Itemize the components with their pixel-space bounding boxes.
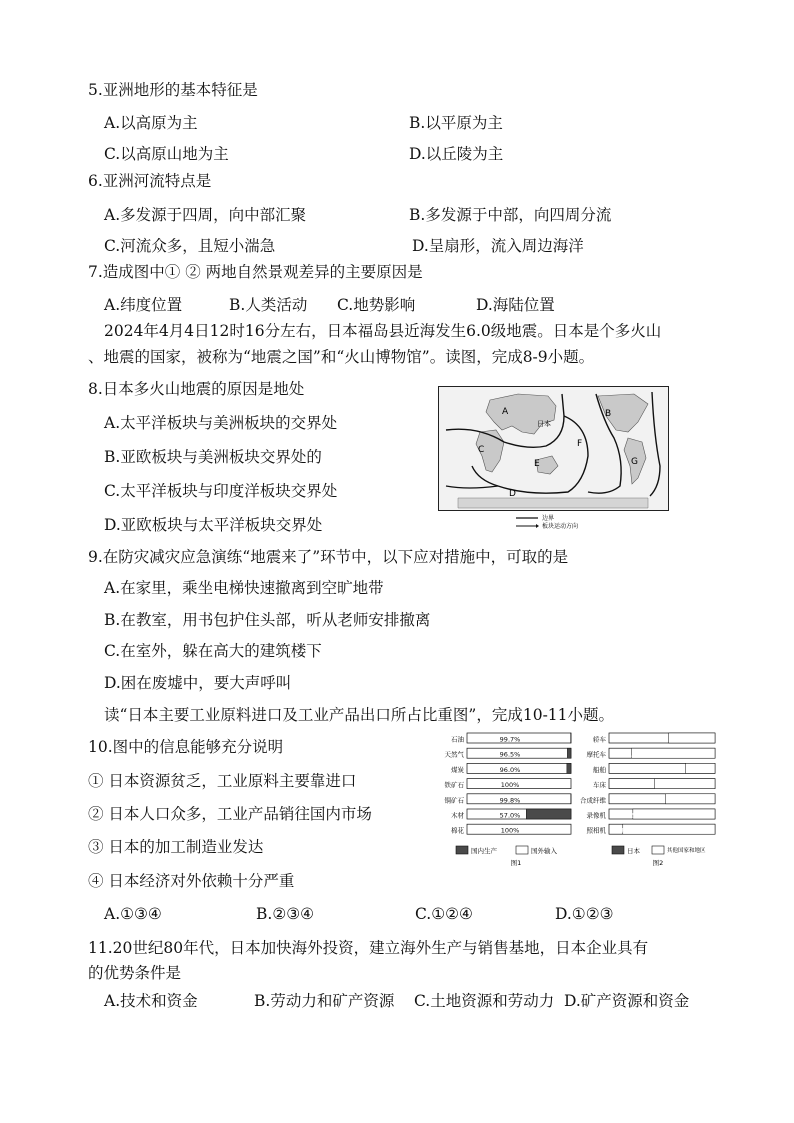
q11-option-d: D.矿产资源和资金 bbox=[564, 992, 690, 1010]
q10-option-d: D.①②③ bbox=[555, 905, 614, 923]
q9-option-c: C.在室外，躲在高大的建筑楼下 bbox=[104, 642, 322, 660]
q7-option-b: B.人类活动 bbox=[229, 296, 308, 314]
legend-boundary-label: 边界 bbox=[542, 515, 555, 522]
q8-option-c: C.太平洋板块与印度洋板块交界处 bbox=[104, 482, 338, 500]
legend-domestic-label: 国内生产 bbox=[471, 847, 497, 855]
plate-label-a: A bbox=[502, 407, 509, 417]
export-share-chart bbox=[574, 728, 720, 868]
bar-国内生产 bbox=[526, 809, 571, 819]
q6-option-d: D.呈扇形，流入周边海洋 bbox=[412, 237, 584, 255]
plate-label-d: D bbox=[509, 489, 516, 499]
import-share-chart bbox=[424, 728, 576, 868]
category-label: 铁矿石 bbox=[444, 781, 464, 790]
legend-motion-label: 板块运动方向 bbox=[542, 523, 579, 530]
antarctica-shape bbox=[458, 498, 648, 508]
plate-label-g: G bbox=[631, 457, 638, 467]
data-label: 77.5% bbox=[621, 811, 643, 820]
category-label: 棉花 bbox=[451, 826, 464, 835]
q9-stem: 9.在防灾减灾应急演练“地震来了”环节中，以下应对措施中，可取的是 bbox=[88, 548, 569, 566]
bar-其他国家和地区 bbox=[631, 748, 715, 758]
bar-其他国家和地区 bbox=[654, 779, 715, 789]
legend-imported-swatch bbox=[516, 846, 528, 854]
q5-option-c: C.以高原山地为主 bbox=[104, 145, 229, 163]
japan-label: 日本 bbox=[537, 420, 551, 428]
bar-其他国家和地区 bbox=[633, 809, 715, 819]
data-label: 57.2% bbox=[621, 781, 643, 790]
category-label: 木材 bbox=[451, 811, 464, 820]
plate-label-f: F bbox=[577, 439, 583, 449]
legend-other-swatch bbox=[652, 846, 664, 854]
q6-stem: 6.亚洲河流特点是 bbox=[88, 172, 212, 190]
bar-国内生产 bbox=[567, 748, 571, 758]
q11-option-c: C.土地资源和劳动力 bbox=[414, 992, 555, 1010]
data-label: 96.5% bbox=[499, 750, 521, 759]
data-label: 27.6% bbox=[621, 765, 643, 774]
data-label: 87.0% bbox=[621, 826, 643, 835]
q11-option-b: B.劳动力和矿产资源 bbox=[254, 992, 395, 1010]
q11-stem-line1: 11.20世纪80年代，日本加快海外投资，建立海外生产与销售基地，日本企业具有 bbox=[88, 939, 649, 957]
q8-stem: 8.日本多火山地震的原因是地处 bbox=[88, 380, 305, 398]
plate-label-c: C bbox=[478, 445, 485, 455]
q10-statement-4: ④ 日本经济对外依赖十分严重 bbox=[88, 872, 295, 890]
bar-其他国家和地区 bbox=[686, 763, 715, 773]
plate-boundary-map bbox=[438, 386, 670, 532]
chart2-title: 图2 bbox=[652, 859, 664, 867]
q7-option-c: C.地势影响 bbox=[337, 296, 416, 314]
category-label: 轿车 bbox=[593, 735, 606, 744]
data-label: 78.9% bbox=[621, 750, 643, 759]
legend-japan-label: 日本 bbox=[627, 847, 640, 855]
q5-option-b: B.以平原为主 bbox=[409, 114, 503, 132]
q7-stem: 7.造成图中① ② 两地自然景观差异的主要原因是 bbox=[88, 263, 423, 281]
data-label: 99.8% bbox=[499, 796, 521, 805]
legend-other-label: 其他国家和地区 bbox=[667, 848, 706, 854]
q6-option-c: C.河流众多，且短小湍急 bbox=[104, 237, 276, 255]
q5-option-a: A.以高原为主 bbox=[104, 114, 198, 132]
q5-stem: 5.亚洲地形的基本特征是 bbox=[88, 81, 258, 99]
q7-option-d: D.海陆位置 bbox=[476, 296, 555, 314]
q7-option-a: A.纬度位置 bbox=[104, 296, 183, 314]
intro-10-11: 读“日本主要工业原料进口及工业产品出口所占比重图”，完成10-11小题。 bbox=[104, 706, 615, 724]
q6-option-a: A.多发源于四周，向中部汇聚 bbox=[104, 206, 307, 224]
q10-option-c: C.①②④ bbox=[415, 905, 473, 923]
bar-其他国家和地区 bbox=[665, 794, 715, 804]
category-label: 船舶 bbox=[593, 765, 606, 774]
q8-option-d: D.亚欧板块与太平洋板块交界处 bbox=[104, 516, 323, 534]
intro-8-9-line2: 、地震的国家，被称为“地震之国”和“火山博物馆”。读图，完成8-9小题。 bbox=[88, 348, 595, 366]
q10-statement-2: ② 日本人口众多，工业产品销往国内市场 bbox=[88, 805, 372, 823]
legend-motion-arrow-icon bbox=[536, 524, 539, 528]
category-label: 天然气 bbox=[444, 750, 464, 759]
category-label: 摩托车 bbox=[586, 750, 606, 759]
q8-option-b: B.亚欧板块与美洲板块交界处的 bbox=[104, 448, 322, 466]
legend-imported-label: 国外输入 bbox=[531, 847, 557, 855]
q11-option-a: A.技术和资金 bbox=[104, 992, 198, 1010]
category-label: 煤炭 bbox=[451, 765, 464, 774]
q5-option-d: D.以丘陵为主 bbox=[409, 145, 504, 163]
bar-其他国家和地区 bbox=[669, 733, 715, 743]
legend-japan-swatch bbox=[612, 846, 624, 854]
category-label: 合成纤维 bbox=[580, 796, 606, 805]
q11-stem-line2: 的优势条件是 bbox=[88, 964, 182, 982]
bar-国内生产 bbox=[567, 763, 571, 773]
q10-stem: 10.图中的信息能够充分说明 bbox=[88, 738, 284, 756]
category-label: 石油 bbox=[451, 735, 464, 744]
chart1-title: 图1 bbox=[510, 859, 522, 867]
data-label: 46.7% bbox=[621, 796, 643, 805]
category-label: 照相机 bbox=[586, 826, 606, 835]
q10-statement-3: ③ 日本的加工制造业发达 bbox=[88, 838, 264, 856]
intro-8-9-line1: 2024年4月4日12时16分左右，日本福岛县近海发生6.0级地震。日本是个多火山 bbox=[104, 322, 662, 340]
q10-option-b: B.②③④ bbox=[256, 905, 315, 923]
category-label: 铜矿石 bbox=[444, 796, 464, 805]
data-label: 100% bbox=[500, 826, 520, 835]
data-label: 96.0% bbox=[499, 765, 521, 774]
q10-statement-1: ① 日本资源贫乏，工业原料主要靠进口 bbox=[88, 772, 357, 790]
data-label: 100% bbox=[500, 781, 520, 790]
data-label: 57.0% bbox=[499, 811, 521, 820]
q9-option-d: D.困在废墟中，要大声呼叫 bbox=[104, 674, 292, 692]
data-label: 43.8% bbox=[621, 735, 643, 744]
plate-label-b: B bbox=[605, 409, 612, 419]
q9-option-b: B.在教室，用书包护住头部，听从老师安排撤离 bbox=[104, 611, 431, 629]
data-label: 99.7% bbox=[499, 735, 521, 744]
q9-option-a: A.在家里，乘坐电梯快速撤离到空旷地带 bbox=[104, 579, 384, 597]
q10-option-a: A.①③④ bbox=[104, 905, 162, 923]
q6-option-b: B.多发源于中部，向四周分流 bbox=[409, 206, 612, 224]
category-label: 车床 bbox=[593, 781, 606, 790]
plate-label-e: E bbox=[534, 459, 540, 469]
legend-domestic-swatch bbox=[456, 846, 468, 854]
category-label: 录像机 bbox=[586, 811, 606, 820]
q8-option-a: A.太平洋板块与美洲板块的交界处 bbox=[104, 414, 338, 432]
